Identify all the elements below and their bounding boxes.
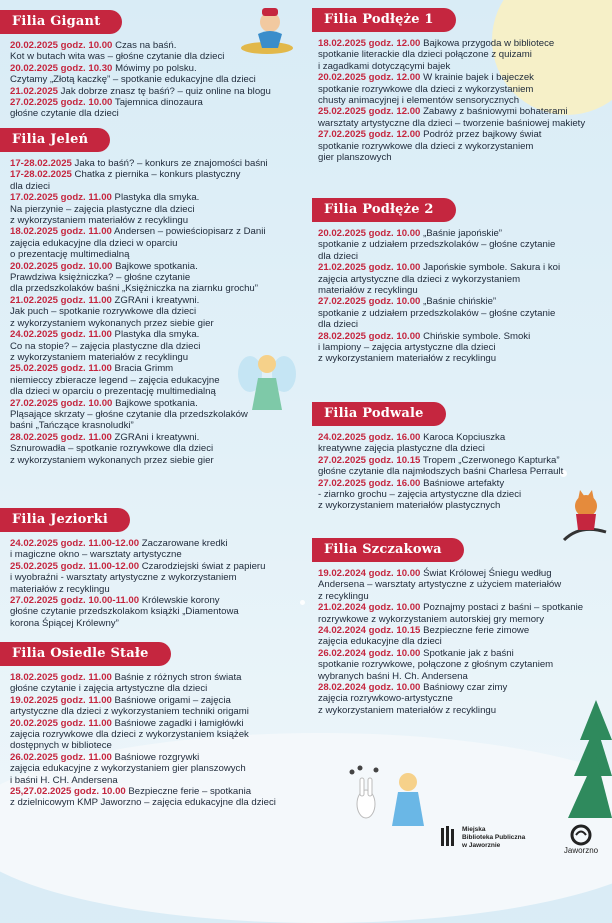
event-date: 21.02.2025 godz. 10.00 [318, 262, 421, 274]
event-description: Chińskie symbole. Smoki i lampiony – zajęcia artystyczne dla dzieci z wykorzystaniem materiałów z recyklingu [318, 330, 531, 365]
event-date: 25.02.2025 godz. 11.00-12.00 [10, 560, 140, 572]
event-date: 17.02.2025 godz. 11.00 [10, 192, 112, 204]
event-description: Tropem „Czerwonego Kapturka” głośne czytanie dla najmłodszych baśni Charlesa Perrault [318, 454, 564, 478]
event-description: Baśniowe origami – zajęcia artystyczne dla dzieci z wykorzystaniem techniki origami [10, 694, 249, 718]
event-description: Baśnie z różnych stron świata głośne czytanie i zajęcia artystyczne dla dzieci [10, 672, 242, 695]
event-date: 20.02.2025 godz. 10.00 [10, 260, 113, 272]
event-date: 19.02.2025 godz. 11.00 [10, 694, 112, 706]
event-date: 21.02.2025 [10, 85, 59, 97]
branch-title: Filia Podłęże 2 [312, 198, 456, 222]
event-date: 28.02.2025 godz. 10.00 [318, 330, 421, 342]
event-description: Baśniowe artefakty - ziarnko grochu – zajęcia artystyczne dla dzieci z wykorzystaniem materiałów plastycznych [318, 477, 522, 512]
event-entry [10, 40, 310, 63]
event-date: 27.02.2025 godz. 10.00-11.00 [10, 595, 140, 607]
event-entry [318, 602, 608, 625]
event-description: Baśniowe zagadki i łamigłówki zajęcia rozrywkowe dla dzieci z wykorzystaniem książek dostępnych w bibliotece [10, 717, 249, 752]
branch-section-jeziorki [10, 508, 310, 629]
jaworzno-logo [556, 824, 606, 854]
event-description: Mówimy po polsku. Czytamy „Złotą kaczkę” – spotkanie edukacyjne dla dzieci [10, 62, 256, 86]
event-entry [10, 752, 310, 786]
event-description: Tajemnica dinozaura głośne czytanie dla dzieci [10, 97, 203, 120]
library-name-line2: Biblioteka Publiczna [462, 834, 526, 841]
event-date: 24.02.2025 godz. 11.00-12.00 [10, 538, 140, 549]
event-entry [318, 648, 608, 682]
event-entry [10, 97, 310, 120]
event-date: 28.02.2024 godz. 10.00 [318, 682, 421, 694]
library-name-line3: w Jaworznie [462, 842, 501, 849]
event-date: 21.02.2025 godz. 11.00 [10, 294, 112, 306]
event-entry [10, 538, 310, 561]
event-description: Spotkanie jak z baśni spotkanie rozrywkowe, połączone z głośnym czytaniem wybranych baśni H. Ch. Andersena [318, 647, 554, 682]
event-entry [318, 72, 608, 106]
branch-entries [318, 432, 608, 512]
event-date: 26.02.2025 godz. 11.00 [10, 751, 112, 763]
event-entry [10, 63, 310, 86]
event-description: Japońskie symbole. Sakura i koi zajęcia artystyczne dla dzieci z wykorzystaniem materiałów z recyklingu [318, 262, 561, 297]
event-description: Plastyka dla smyka. Na pierzynie – zajęcia plastyczne dla dzieci z wykorzystaniem materiałów z recyklingu [10, 192, 200, 227]
branch-section-podwale [318, 402, 608, 512]
branch-title: Filia Jeziorki [0, 508, 130, 532]
event-entry [318, 455, 608, 478]
branch-title: Filia Podwale [312, 402, 446, 426]
event-entry [10, 672, 310, 695]
event-description: „Baśnie chińskie” spotkanie z udziałem przedszkolaków – głośne czytanie dla dzieci [318, 296, 556, 331]
event-entry [318, 106, 608, 129]
event-entry [10, 595, 310, 629]
library-logo-icon [440, 826, 458, 848]
jaworzno-logo-icon [570, 824, 592, 846]
branch-title: Filia Jeleń [0, 128, 110, 152]
event-date: 20.02.2025 godz. 10.00 [318, 228, 421, 239]
event-entry [318, 478, 608, 512]
event-entry [318, 228, 608, 262]
event-entry [10, 158, 310, 169]
event-date: 17-28.02.2025 [10, 169, 72, 181]
branch-title: Filia Szczakowa [312, 538, 464, 562]
event-date: 27.02.2025 godz. 10.15 [318, 454, 421, 466]
event-entry [10, 295, 310, 329]
event-entry [318, 568, 608, 602]
branch-title: Filia Gigant [0, 10, 122, 34]
branch-title: Filia Podłęże 1 [312, 8, 456, 32]
branch-entries [318, 568, 608, 716]
library-name-line1: Miejska [462, 826, 486, 833]
event-description: Baśniowe rozgrywki zajęcia edukacyjne z wykorzystaniem gier planszowych i baśni H. CH. Andersena [10, 751, 246, 786]
event-description: Zaczarowane kredki i magiczne okno – warsztaty artystyczne [10, 538, 228, 561]
city-name: Jaworzno [563, 845, 599, 855]
event-entry [318, 331, 608, 365]
event-date: 17-28.02.2025 [10, 158, 72, 169]
event-date: 27.02.2025 godz. 10.00 [318, 296, 421, 308]
event-description: Czarodziejski świat z papieru i wyobraźni - warsztaty artystyczne z wykorzystaniem materiałów z recyklingu [10, 560, 266, 595]
event-description: W krainie bajek i bajeczek spotkanie rozrywkowe dla dzieci z wykorzystaniem chusty animacyjnej i elementów sensorycznych [318, 72, 534, 107]
event-description: Bezpieczne ferie zimowe zajęcia edukacyjne dla dzieci [318, 625, 530, 648]
event-description: Chatka z piernika – konkurs plastyczny dla dzieci [10, 169, 241, 192]
event-date: 20.02.2025 godz. 12.00 [318, 72, 421, 84]
branch-entries [318, 38, 608, 163]
event-entry [318, 38, 608, 72]
event-entry [10, 561, 310, 595]
event-date: 20.02.2025 godz. 10.00 [10, 40, 113, 51]
event-description: Królewskie korony głośne czytanie przedszkolakom książki „Diamentowa korona Śpiącej Królewny” [10, 595, 239, 629]
event-description: Bajkowe spotkania. Prawdziwa księżniczka? – głośne czytanie dla przedszkolaków baśni „Księżniczka na ziarnku grochu” [10, 260, 258, 295]
event-date: 27.02.2025 godz. 10.00 [10, 97, 113, 109]
event-entry [318, 682, 608, 716]
event-date: 19.02.2024 godz. 10.00 [318, 568, 421, 579]
branch-section-podleze-2 [318, 198, 608, 365]
event-entry [318, 296, 608, 330]
event-entry [10, 169, 310, 192]
event-date: 18.02.2025 godz. 11.00 [10, 226, 112, 238]
branch-entries [10, 40, 310, 120]
event-description: Świat Królowej Śniegu według Andersena – warsztaty artystyczne z użyciem materiałów z recyklingu [318, 568, 562, 602]
event-entry [318, 129, 608, 163]
event-description: Poznajmy postaci z baśni – spotkanie rozrywkowe z wykorzystaniem autorskiej gry memory [318, 602, 584, 625]
event-description: Bajkowa przygoda w bibliotece spotkanie literackie dla dzieci połączone z quizami i zagadkami dotyczącymi bajek [318, 38, 555, 72]
event-entry [318, 625, 608, 648]
event-date: 21.02.2024 godz. 10.00 [318, 602, 421, 614]
event-description: Jaka to baśń? – konkurs ze znajomości baśni [71, 158, 268, 169]
event-description: Bajkowe spotkania. Pląsające skrzaty – głośne czytanie dla przedszkolaków baśni „Tańczące krasnoludki” [10, 397, 248, 432]
branch-entries [10, 538, 310, 629]
event-date: 27.02.2025 godz. 12.00 [318, 129, 421, 141]
event-date: 28.02.2025 godz. 11.00 [10, 431, 112, 443]
event-description: ZGRAni i kreatywni. Sznurowadła – spotkanie rozrywkowe dla dzieci z wykorzystaniem wykonanych przez siebie gier [10, 431, 214, 466]
event-date: 26.02.2024 godz. 10.00 [318, 647, 421, 659]
event-date: 25,27.02.2025 godz. 10.00 [10, 786, 126, 798]
event-entry [10, 398, 310, 432]
event-description: Bracia Grimm niemieccy zbieracze legend – zajęcia edukacyjne dla dzieci w oparciu o prezentację multimedialną [10, 363, 220, 398]
event-entry [318, 262, 608, 296]
branch-section-podleze-1 [318, 8, 608, 163]
event-entry [10, 695, 310, 718]
branch-title: Filia Osiedle Stałe [0, 642, 171, 666]
event-date: 25.02.2025 godz. 11.00 [10, 363, 112, 375]
event-description: Podróż przez bajkowy świat spotkanie rozrywkowe dla dzieci z wykorzystaniem gier planszowych [318, 129, 542, 164]
branch-section-osiedle-stale [10, 642, 310, 809]
event-entry [10, 786, 310, 809]
event-entry [10, 432, 310, 466]
branch-section-jelen [10, 128, 310, 466]
event-description: ZGRAni i kreatywni. Jak puch – spotkanie rozrywkowe dla dzieci z wykorzystaniem wykonanych przez siebie gier [10, 294, 214, 329]
event-entry [10, 329, 310, 363]
event-description: Zabawy z baśniowymi bohaterami warsztaty artystyczne dla dzieci – tworzenie baśniowej makiety [318, 106, 586, 129]
event-date: 18.02.2025 godz. 11.00 [10, 672, 112, 683]
event-date: 27.02.2025 godz. 10.00 [10, 397, 113, 409]
branch-entries [10, 158, 310, 466]
event-date: 25.02.2025 godz. 12.00 [318, 106, 421, 118]
event-description: Plastyka dla smyka. Co na stopie? – zajęcia plastyczne dla dzieci z wykorzystaniem materiałów z recyklingu [10, 329, 201, 363]
event-entry [10, 718, 310, 752]
event-description: Bezpieczne ferie – spotkania z dzielnicowym KMP Jaworzno – zajęcia edukacyjne dla dzieci [10, 786, 276, 809]
christmas-tree-illustration [566, 700, 612, 820]
event-description: Czas na baśń. Kot w butach wita was – głośne czytanie dla dzieci [10, 40, 225, 63]
event-date: 24.02.2025 godz. 11.00 [10, 329, 112, 341]
event-description: „Baśnie japońskie” spotkanie z udziałem przedszkolaków – głośne czytanie dla dzieci [318, 228, 556, 262]
event-entry [10, 86, 310, 97]
branch-section-szczakowa [318, 538, 608, 716]
event-date: 20.02.2025 godz. 10.30 [10, 62, 113, 74]
event-entry [10, 226, 310, 260]
alice-rabbit-illustration [346, 764, 436, 834]
event-date: 20.02.2025 godz. 11.00 [10, 717, 112, 729]
event-date: 24.02.2025 godz. 16.00 [318, 432, 421, 443]
event-description: Jak dobrze znasz tę baśń? – quiz online na blogu [58, 85, 271, 97]
branch-entries [318, 228, 608, 365]
event-entry [318, 432, 608, 455]
event-date: 27.02.2025 godz. 16.00 [318, 477, 421, 489]
event-description: Andersen – powieściopisarz z Danii zajęcia edukacyjne dla dzieci w oparciu o prezentację multimedialną [10, 226, 266, 261]
event-date: 18.02.2025 godz. 12.00 [318, 38, 421, 49]
event-description: Karoca Kopciuszka kreatywne zajęcia plastyczne dla dzieci [318, 432, 506, 455]
event-date: 24.02.2024 godz. 10.15 [318, 625, 421, 637]
branch-section-gigant [10, 10, 310, 120]
event-entry [10, 192, 310, 226]
event-entry [10, 261, 310, 295]
event-description: Baśniowy czar zimy zajęcia rozrywkowo-artystyczne z wykorzystaniem materiałów z recyklingu [318, 682, 508, 716]
branch-entries [10, 672, 310, 809]
event-entry [10, 363, 310, 397]
